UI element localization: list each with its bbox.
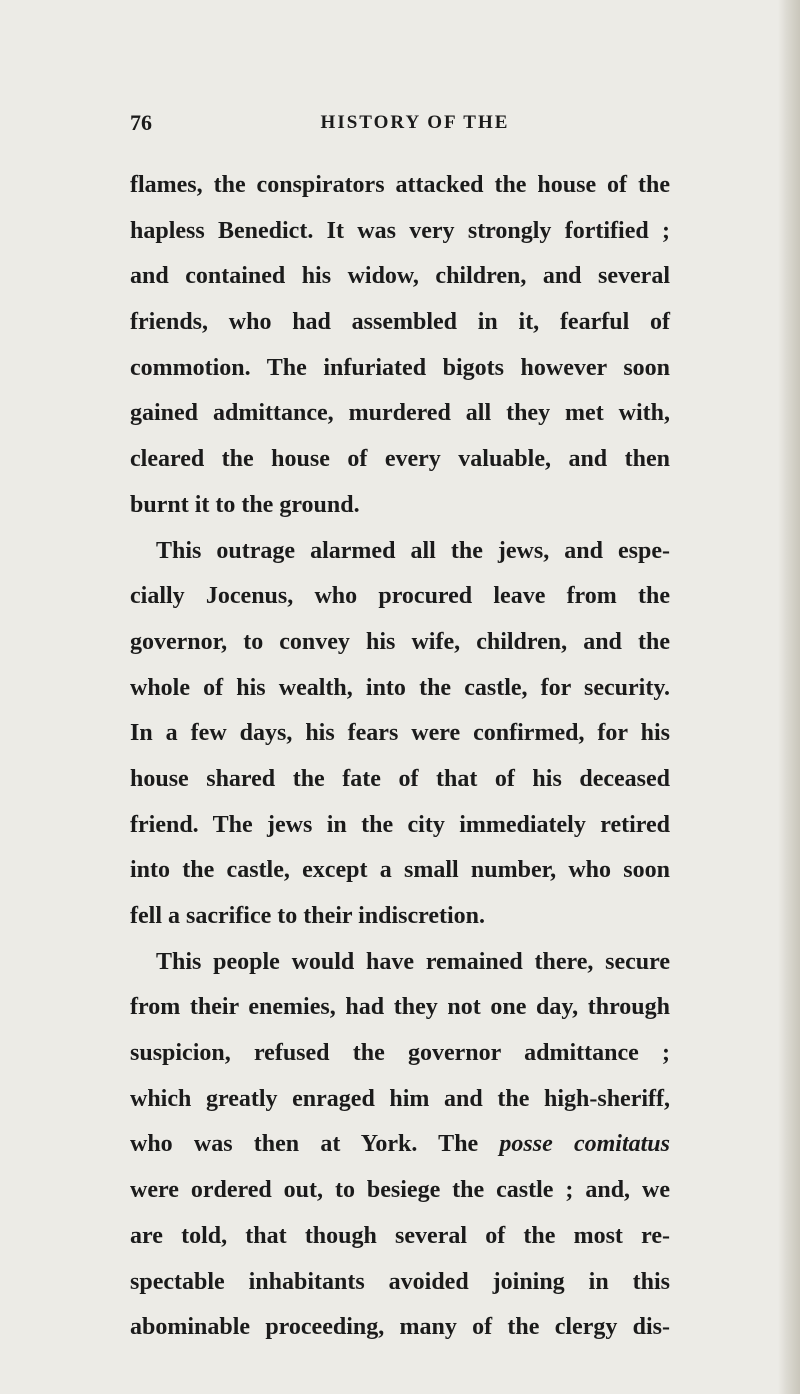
text-line: friends, who had assembled in it, fearful of (130, 309, 670, 336)
page-number: 76 (130, 110, 152, 135)
text-line: gained admittance, murdered all they met with, (130, 400, 670, 427)
text-line: into the castle, except a small number, who soon (130, 857, 670, 884)
text-line: friend. The jews in the city immediately retired (130, 811, 670, 838)
text-line: from their enemies, had they not one day, through (130, 994, 670, 1021)
text-line: spectable inhabitants avoided joining in this (130, 1268, 670, 1295)
page-header (130, 110, 670, 150)
text-line: governor, to convey his wife, children, and the (130, 628, 670, 655)
running-head: HISTORY OF THE (320, 112, 510, 133)
text-line: flames, the conspirators attacked the house of the (130, 172, 670, 198)
paragraph-3 (130, 940, 670, 1351)
text-line: were ordered out, to besiege the castle ; and, we (130, 1177, 670, 1204)
paragraph-2 (130, 529, 670, 940)
line-lead-text: who was then at York. The (130, 1131, 500, 1158)
text-line: In a few days, his fears were confirmed, for his (130, 720, 670, 747)
paragraph-1 (130, 163, 670, 529)
italic-latin-phrase: posse comitatus (499, 1131, 670, 1158)
text-line: commotion. The infuriated bigots however soon (130, 354, 670, 381)
text-line: hapless Benedict. It was very strongly fortified ; (130, 217, 670, 244)
text-line: and contained his widow, children, and several (130, 263, 670, 290)
text-line: abominable proceeding, many of the clergy dis- (130, 1314, 670, 1341)
text-line: cially Jocenus, who procured leave from the (130, 583, 670, 610)
text-line: whole of his wealth, into the castle, for security. (130, 674, 670, 701)
text-line: cleared the house of every valuable, and then (130, 446, 670, 473)
page-edge-shadow (778, 0, 800, 1394)
text-line: burnt it to the ground. (130, 491, 360, 518)
text-line: This outrage alarmed all the jews, and espe- (156, 537, 670, 564)
text-line: This people would have remained there, secure (156, 948, 670, 975)
body-text (130, 163, 670, 1351)
text-line: fell a sacrifice to their indiscretion. (130, 903, 486, 929)
text-line-with-italic (130, 1122, 670, 1168)
text-line: which greatly enraged him and the high-sheriff, (130, 1085, 670, 1112)
text-line: suspicion, refused the governor admittance ; (130, 1040, 670, 1067)
text-line: house shared the fate of that of his deceased (130, 765, 670, 792)
text-line: are told, that though several of the most re- (130, 1222, 670, 1249)
